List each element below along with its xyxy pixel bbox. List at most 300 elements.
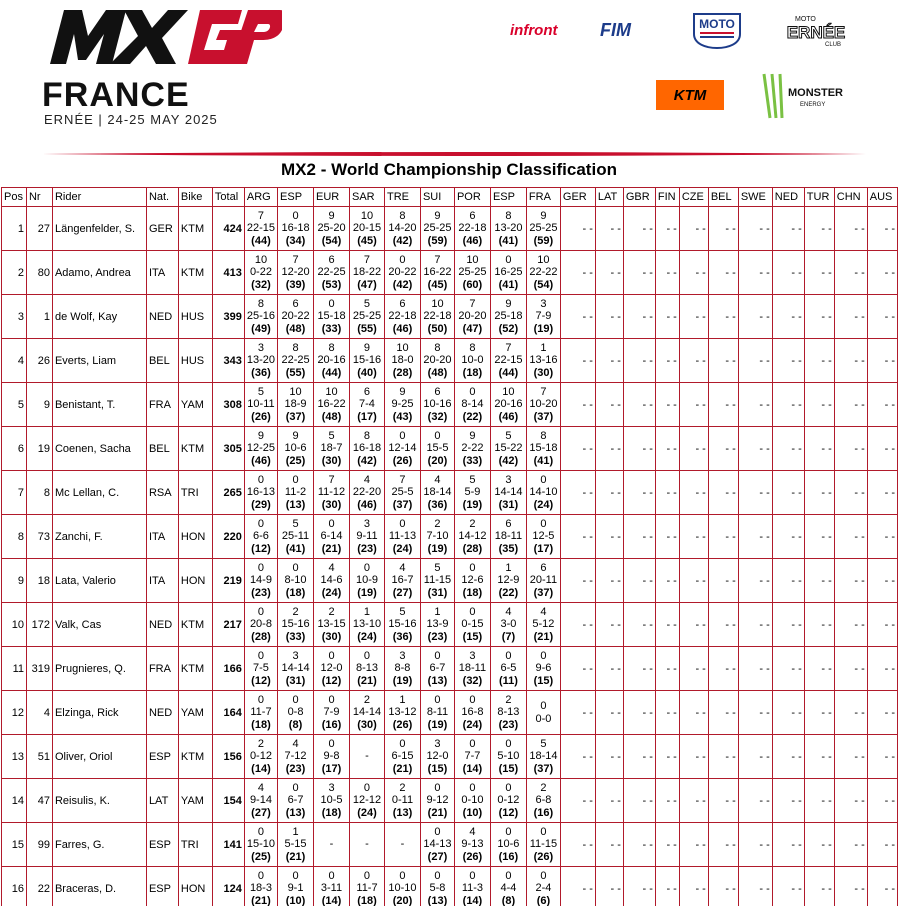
- heat-points: 22-22: [529, 266, 558, 279]
- gp-bonus: 0: [257, 869, 265, 882]
- cell-result: [350, 471, 385, 515]
- cell-empty: - -: [655, 471, 679, 515]
- cell-empty: - -: [560, 867, 595, 906]
- gp-bonus: 0: [328, 517, 335, 530]
- cell-result: [384, 823, 420, 867]
- gp-bonus: 1: [434, 605, 441, 618]
- cell-empty: - -: [738, 603, 772, 647]
- cell-empty: - -: [679, 559, 708, 603]
- cell-empty: - -: [867, 867, 897, 906]
- heat-points: 9-8: [323, 750, 340, 763]
- gp-points: (59): [533, 234, 554, 247]
- gp-bonus: 0: [292, 561, 299, 574]
- heat-points: 18-11: [458, 662, 487, 675]
- gp-bonus: 2: [505, 693, 512, 706]
- heat-points: 5-8: [429, 882, 446, 895]
- cell-result: [350, 207, 385, 251]
- cell-bike: YAM: [178, 691, 212, 735]
- cell-result: [490, 515, 526, 559]
- cell-result: [420, 207, 454, 251]
- gp-points: (45): [427, 278, 448, 291]
- cell-result: [490, 691, 526, 735]
- cell-empty: - -: [679, 295, 708, 339]
- gp-bonus: 2: [328, 605, 335, 618]
- gp-bonus: 0: [434, 649, 441, 662]
- cell-bike: HON: [178, 515, 212, 559]
- cell-empty: - -: [772, 603, 804, 647]
- heat-points: 25-16: [246, 310, 276, 323]
- cell-empty: - -: [867, 647, 897, 691]
- gp-points: (42): [392, 234, 413, 247]
- gp-points: (13): [285, 498, 306, 511]
- cell-result: [244, 515, 277, 559]
- heat-points: 7-9: [535, 310, 552, 323]
- gp-bonus: 0: [257, 517, 265, 530]
- gp-points: (41): [533, 454, 554, 467]
- cell-rider: Lata, Valerio: [52, 559, 146, 603]
- cell-nr: 1: [26, 295, 52, 339]
- heat-points: -: [365, 838, 369, 851]
- cell-empty: - -: [623, 823, 655, 867]
- gp-bonus: 6: [328, 253, 335, 266]
- gp-points: (14): [462, 762, 483, 775]
- gp-bonus: 5: [469, 473, 476, 486]
- gp-points: (27): [251, 806, 271, 819]
- col-gp-tre: TRE: [384, 188, 420, 207]
- cell-empty: - -: [804, 779, 834, 823]
- heat-points: 22-25: [317, 266, 346, 279]
- cell-result: [314, 559, 350, 603]
- gp-bonus: 4: [399, 561, 406, 574]
- gp-points: (12): [251, 542, 271, 555]
- cell-result: [244, 471, 277, 515]
- cell-result: [314, 383, 350, 427]
- gp-bonus: 0: [399, 517, 406, 530]
- gp-points: (30): [357, 718, 377, 731]
- gp-points: (48): [427, 366, 448, 379]
- gp-bonus: 6: [292, 297, 299, 310]
- cell-empty: - -: [772, 647, 804, 691]
- cell-nr: 47: [26, 779, 52, 823]
- cell-result: [526, 691, 560, 735]
- gp-bonus: 9: [292, 429, 299, 442]
- gp-points: (25): [251, 850, 271, 863]
- gp-bonus: 0: [399, 429, 406, 442]
- heat-points: 20-8: [249, 618, 272, 631]
- cell-result: [314, 339, 350, 383]
- heat-points: 14-6: [320, 574, 343, 587]
- cell-empty: - -: [834, 295, 867, 339]
- gp-bonus: 5: [505, 429, 512, 442]
- gp-bonus: 0: [257, 693, 265, 706]
- cell-result: [244, 867, 277, 906]
- col-nr: Nr: [26, 188, 52, 207]
- cell-empty: - -: [804, 251, 834, 295]
- heat-points: 22-18: [388, 310, 417, 323]
- cell-bike: HUS: [178, 295, 212, 339]
- cell-empty: - -: [804, 603, 834, 647]
- cell-pos: 10: [2, 603, 27, 647]
- ktm-logo: KTM: [656, 80, 724, 110]
- cell-empty: - -: [679, 427, 708, 471]
- cell-pos: 11: [2, 647, 27, 691]
- gp-bonus: 0: [540, 869, 547, 882]
- cell-rider: de Wolf, Kay: [52, 295, 146, 339]
- cell-nr: 172: [26, 603, 52, 647]
- gp-bonus: 0: [469, 869, 476, 882]
- gp-points: (23): [251, 586, 271, 599]
- cell-result: [314, 295, 350, 339]
- cell-nr: 22: [26, 867, 52, 906]
- heat-points: 13-15: [317, 618, 346, 631]
- cell-result: [384, 691, 420, 735]
- cell-result: [384, 471, 420, 515]
- gp-bonus: 9: [363, 341, 371, 354]
- cell-result: [278, 867, 314, 906]
- gp-bonus: 1: [399, 693, 406, 706]
- cell-bike: TRI: [178, 823, 212, 867]
- cell-empty: - -: [623, 867, 655, 906]
- cell-empty: - -: [623, 471, 655, 515]
- heat-points: 9-6: [535, 662, 552, 675]
- gp-bonus: 0: [469, 561, 476, 574]
- cell-result: [350, 339, 385, 383]
- cell-total: 217: [212, 603, 244, 647]
- gp-points: (13): [427, 674, 448, 687]
- gp-points: (35): [498, 542, 519, 555]
- col-nat: Nat.: [146, 188, 178, 207]
- cell-empty: - -: [867, 691, 897, 735]
- cell-empty: - -: [560, 471, 595, 515]
- cell-empty: - -: [772, 339, 804, 383]
- cell-empty: - -: [595, 515, 623, 559]
- col-gp-ned: NED: [772, 188, 804, 207]
- gp-bonus: 7: [328, 473, 335, 486]
- heat-points: 10-6: [497, 838, 520, 851]
- cell-nr: 18: [26, 559, 52, 603]
- heat-points: 16-25: [494, 266, 523, 279]
- cell-nat: FRA: [146, 383, 178, 427]
- gp-points: (33): [285, 630, 306, 643]
- cell-nat: BEL: [146, 339, 178, 383]
- cell-empty: - -: [804, 339, 834, 383]
- heat-points: 0-0: [535, 712, 552, 725]
- cell-empty: - -: [772, 867, 804, 906]
- cell-result: [314, 823, 350, 867]
- cell-result: [384, 779, 420, 823]
- gp-points: (28): [462, 542, 483, 555]
- col-gp-esp: ESP: [278, 188, 314, 207]
- cell-result: [244, 559, 277, 603]
- cell-bike: KTM: [178, 251, 212, 295]
- cell-nr: 8: [26, 471, 52, 515]
- gp-points: (12): [321, 674, 342, 687]
- gp-bonus: 0: [363, 561, 371, 574]
- gp-points: (36): [427, 498, 448, 511]
- cell-empty: - -: [655, 779, 679, 823]
- cell-result: [526, 383, 560, 427]
- heat-points: 8-14: [461, 398, 484, 411]
- heat-points: 13-16: [529, 354, 558, 367]
- cell-result: [384, 207, 420, 251]
- cell-result: [278, 515, 314, 559]
- heat-points: 6-8: [535, 794, 552, 807]
- heat-points: 0-11: [391, 794, 414, 807]
- cell-empty: - -: [867, 207, 897, 251]
- cell-result: [420, 383, 454, 427]
- cell-empty: - -: [623, 339, 655, 383]
- col-gp-sar: SAR: [350, 188, 385, 207]
- cell-nr: 4: [26, 691, 52, 735]
- heat-points: 3-0: [500, 618, 517, 631]
- mxgp-logo: [42, 2, 282, 72]
- cell-result: [490, 339, 526, 383]
- cell-empty: - -: [772, 735, 804, 779]
- cell-result: [454, 823, 490, 867]
- gp-points: (14): [251, 762, 271, 775]
- cell-empty: - -: [708, 339, 738, 383]
- col-rider: Rider: [52, 188, 146, 207]
- heat-points: 22-20: [352, 486, 382, 499]
- gp-points: (46): [462, 234, 483, 247]
- gp-points: (31): [498, 498, 519, 511]
- gp-bonus: 8: [292, 341, 299, 354]
- heat-points: 25-18: [494, 310, 523, 323]
- cell-empty: - -: [772, 559, 804, 603]
- cell-empty: - -: [679, 207, 708, 251]
- gp-bonus: 7: [292, 253, 299, 266]
- col-gp-fra: FRA: [526, 188, 560, 207]
- gp-points: (54): [533, 278, 554, 291]
- cell-nat: BEL: [146, 427, 178, 471]
- gp-bonus: 0: [257, 473, 265, 486]
- table-row: [2, 471, 898, 515]
- heat-points: 18-11: [494, 530, 523, 543]
- gp-points: (30): [533, 366, 554, 379]
- gp-points: (27): [392, 586, 413, 599]
- gp-bonus: 0: [434, 825, 441, 838]
- cell-result: [454, 779, 490, 823]
- table-row: [2, 427, 898, 471]
- gp-points: (15): [533, 674, 554, 687]
- gp-bonus: 8: [328, 341, 335, 354]
- cell-result: [244, 207, 277, 251]
- cell-result: [420, 251, 454, 295]
- cell-empty: - -: [804, 647, 834, 691]
- cell-result: [490, 427, 526, 471]
- heat-points: 16-18: [281, 222, 310, 235]
- gp-bonus: 3: [540, 297, 547, 310]
- gp-points: (32): [427, 410, 448, 423]
- cell-empty: - -: [867, 515, 897, 559]
- gp-bonus: 10: [254, 253, 268, 266]
- cell-result: [244, 603, 277, 647]
- cell-result: [314, 779, 350, 823]
- cell-result: [490, 207, 526, 251]
- heat-points: 16-7: [391, 574, 414, 587]
- heat-points: 25-25: [458, 266, 487, 279]
- cell-bike: KTM: [178, 427, 212, 471]
- cell-empty: - -: [679, 779, 708, 823]
- cell-result: [314, 427, 350, 471]
- gp-bonus: 9: [469, 429, 476, 442]
- heat-points: 10-20: [529, 398, 558, 411]
- gp-points: (29): [251, 498, 271, 511]
- gp-points: (41): [498, 278, 519, 291]
- svg-text:MOTO: MOTO: [795, 16, 816, 23]
- cell-total: 413: [212, 251, 244, 295]
- gp-points: (20): [427, 454, 448, 467]
- cell-rider: Prugnieres, Q.: [52, 647, 146, 691]
- cell-nr: 9: [26, 383, 52, 427]
- gp-points: (15): [462, 630, 483, 643]
- cell-rider: Mc Lellan, C.: [52, 471, 146, 515]
- heat-points: 15-16: [281, 618, 310, 631]
- heat-points: 11-3: [461, 882, 484, 895]
- gp-points: (31): [427, 586, 448, 599]
- cell-nat: ITA: [146, 559, 178, 603]
- gp-bonus: 5: [292, 517, 299, 530]
- cell-empty: - -: [772, 779, 804, 823]
- gp-bonus: 0: [292, 869, 299, 882]
- cell-result: [244, 779, 277, 823]
- cell-empty: - -: [738, 647, 772, 691]
- cell-rider: Coenen, Sacha: [52, 427, 146, 471]
- heat-points: 9-11: [356, 530, 378, 543]
- heat-points: 22-25: [281, 354, 310, 367]
- heat-points: 2-22: [461, 442, 484, 455]
- gp-points: (31): [285, 674, 306, 687]
- gp-points: (46): [392, 322, 413, 335]
- cell-empty: - -: [655, 559, 679, 603]
- cell-empty: - -: [772, 691, 804, 735]
- cell-nat: ITA: [146, 515, 178, 559]
- cell-bike: YAM: [178, 383, 212, 427]
- gp-bonus: 2: [399, 781, 406, 794]
- gp-bonus: 10: [466, 253, 479, 266]
- gp-points: (42): [498, 454, 519, 467]
- cell-empty: - -: [867, 823, 897, 867]
- cell-empty: - -: [679, 691, 708, 735]
- col-gp-fin: FIN: [655, 188, 679, 207]
- gp-bonus: 0: [434, 781, 441, 794]
- cell-empty: - -: [738, 691, 772, 735]
- gp-points: (19): [462, 498, 483, 511]
- col-gp-ger: GER: [560, 188, 595, 207]
- gp-points: (30): [321, 498, 342, 511]
- heat-points: 12-9: [497, 574, 520, 587]
- heat-points: 20-22: [281, 310, 310, 323]
- cell-empty: - -: [708, 207, 738, 251]
- cell-bike: KTM: [178, 603, 212, 647]
- col-gp-esp: ESP: [490, 188, 526, 207]
- cell-result: [244, 427, 277, 471]
- cell-nr: 99: [26, 823, 52, 867]
- cell-result: [526, 339, 560, 383]
- heat-points: 20-16: [494, 398, 523, 411]
- heat-points: 12-0: [426, 750, 449, 763]
- cell-empty: - -: [679, 339, 708, 383]
- gp-points: (16): [321, 718, 342, 731]
- cell-bike: KTM: [178, 207, 212, 251]
- gp-points: (15): [427, 762, 448, 775]
- cell-empty: - -: [738, 207, 772, 251]
- cell-result: [244, 647, 277, 691]
- table-header-row: [2, 188, 898, 207]
- cell-nat: FRA: [146, 647, 178, 691]
- heat-points: 10-11: [247, 398, 275, 411]
- cell-result: [350, 647, 385, 691]
- heat-points: 5-15: [284, 838, 307, 851]
- cell-empty: - -: [623, 207, 655, 251]
- cell-result: [420, 735, 454, 779]
- cell-empty: - -: [623, 559, 655, 603]
- cell-empty: - -: [834, 207, 867, 251]
- gp-points: (59): [427, 234, 448, 247]
- cell-empty: - -: [708, 691, 738, 735]
- gp-bonus: 3: [434, 737, 441, 750]
- cell-empty: - -: [655, 295, 679, 339]
- cell-empty: - -: [623, 647, 655, 691]
- cell-result: [454, 251, 490, 295]
- cell-result: [350, 427, 385, 471]
- heat-points: 8-13: [355, 662, 378, 675]
- cell-total: 308: [212, 383, 244, 427]
- gp-bonus: 10: [289, 385, 302, 398]
- gp-bonus: 0: [363, 869, 371, 882]
- cell-result: [420, 691, 454, 735]
- cell-result: [350, 383, 385, 427]
- cell-result: [420, 867, 454, 906]
- cell-result: [526, 823, 560, 867]
- cell-empty: - -: [595, 867, 623, 906]
- moto-ernee-logo: [785, 12, 847, 50]
- gp-points: (53): [321, 278, 342, 291]
- heat-points: 25-5: [391, 486, 414, 499]
- gp-points: (15): [498, 762, 519, 775]
- gp-bonus: 9: [399, 385, 406, 398]
- cell-result: [314, 735, 350, 779]
- gp-points: (50): [427, 322, 448, 335]
- heat-points: 12-12: [352, 794, 382, 807]
- heat-points: 16-22: [317, 398, 346, 411]
- col-gp-chn: CHN: [834, 188, 867, 207]
- gp-bonus: 4: [257, 781, 265, 794]
- cell-empty: - -: [708, 647, 738, 691]
- cell-empty: - -: [679, 251, 708, 295]
- cell-empty: - -: [772, 207, 804, 251]
- cell-total: 399: [212, 295, 244, 339]
- gp-bonus: 4: [505, 605, 512, 618]
- heat-points: 22-18: [423, 310, 452, 323]
- cell-result: [278, 207, 314, 251]
- heat-points: 20-20: [458, 310, 487, 323]
- gp-points: (13): [392, 806, 413, 819]
- monster-energy-logo: [758, 72, 856, 122]
- cell-result: [350, 735, 385, 779]
- gp-points: (40): [357, 366, 377, 379]
- gp-bonus: 9: [540, 209, 547, 222]
- gp-points: (22): [462, 410, 483, 423]
- heat-points: 0-12: [249, 750, 272, 763]
- cell-result: [526, 779, 560, 823]
- gp-bonus: 7: [257, 209, 265, 222]
- gp-bonus: 7: [505, 341, 512, 354]
- gp-bonus: 0: [469, 605, 476, 618]
- cell-result: [278, 427, 314, 471]
- gp-bonus: 10: [502, 385, 515, 398]
- gp-points: (37): [533, 586, 554, 599]
